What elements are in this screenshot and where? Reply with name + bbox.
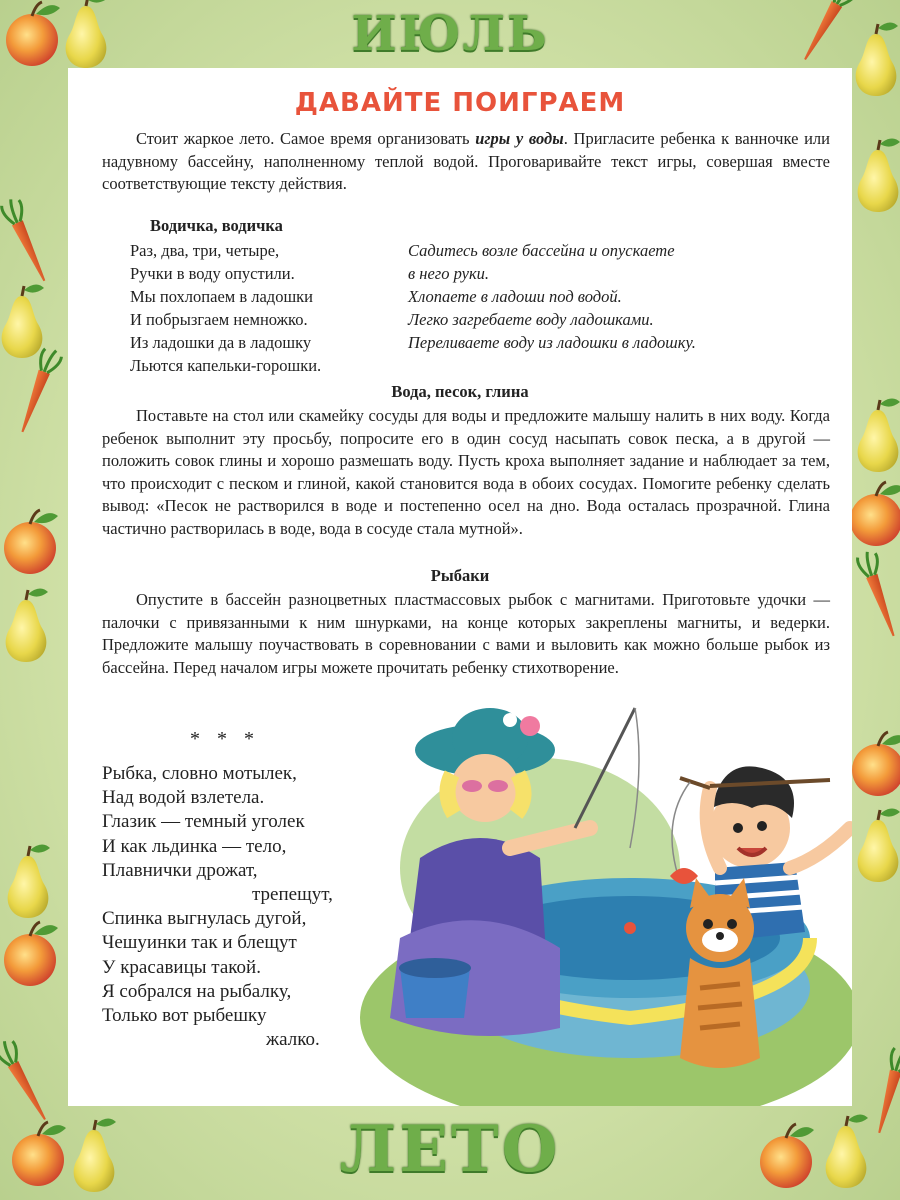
game1-title: Водичка, водичка — [150, 216, 283, 235]
verse-line: Льются капельки-горошки. — [130, 356, 322, 375]
action-line: Переливаете воду из ладошки в ладошку. — [408, 333, 696, 352]
verse-line: Из ладошки да в ладошку — [130, 333, 312, 352]
game3-paragraph: Опустите в бассейн разноцветных пластмассовых рыбок с магнитами. Приготовьте удочки — палочки с привязанными к ним шнурками, на конце которых закреплены магниты, и ведерки. Предложите малышу поучаствовать в соревновании с вами и выловить как можно больше рыбок из бассейна. Перед началом игры можете прочитать ребенку стихотворение. — [102, 590, 830, 677]
intro-emphasis: игры у воды — [475, 129, 564, 148]
poem-line: Я собрался на рыбалку, — [102, 980, 292, 1002]
verse-line: Мы похлопаем в ладошки — [130, 287, 313, 306]
game2-paragraph: Поставьте на стол или скамейку сосуды для воды и предложите малышу налить в них воду. Когда ребенок выполнит эту просьбу, попросите его в один сосуд насыпать совок песка, а в другой — положить совок глины и хорошо размешать воду. Пусть кроха выполняет задание и наблюдает за тем, что происходит с песком и глиной, какой становится вода в обоих сосудах. Помогите ребенку сделать вывод: «Песок не растворился в воде и постепенно осел на дно. Вода осталась прозрачной. Глина частично растворилась в воде, вода в сосуде стала мутной». — [102, 406, 830, 538]
intro-text-end: . Пригласите ребенка к ванночке или надувному бассейну, наполненному теплой водой. Проговаривайте текст игры, совершая вместе соответствующие тексту действия. — [102, 129, 830, 193]
poem-line: Глазик — темный уголек — [102, 811, 305, 833]
poem-line: Только вот рыбешку — [102, 1005, 267, 1027]
poem-stars: * * * — [190, 728, 260, 750]
content-panel — [68, 68, 852, 1106]
poem-line: Над водой взлетела. — [102, 787, 265, 809]
game2-title: Вода, песок, глина — [391, 382, 529, 401]
action-line: Легко загребаете воду ладошками. — [408, 310, 654, 329]
poem-line: Чешуинки так и блещут — [102, 932, 297, 954]
intro-paragraph — [102, 128, 830, 196]
page-heading: ДАВАЙТЕ ПОИГРАЕМ — [294, 88, 626, 118]
game1-verse — [130, 239, 321, 377]
verse-line: Раз, два, три, четыре, — [130, 241, 280, 260]
verse-line: И побрызгаем немножко. — [130, 310, 308, 329]
action-line: Садитесь возле бассейна и опускаете — [408, 241, 675, 260]
poem-line: И как льдинка — тело, — [102, 835, 287, 857]
poem-line: У красавицы такой. — [102, 956, 261, 978]
action-line: в него руки. — [408, 264, 490, 283]
poem-line: Рыбка, словно мотылек, — [102, 763, 297, 784]
poem-line: жалко. — [266, 1029, 320, 1051]
poem-line: трепещут, — [252, 884, 333, 906]
poem — [102, 762, 333, 1052]
intro-text-start: Стоит жаркое лето. Самое время организовать — [136, 129, 476, 148]
month-title: ИЮЛЬ — [351, 6, 549, 62]
verse-line: Ручки в воду опустили. — [130, 264, 295, 283]
poem-line: Плавнички дрожат, — [102, 859, 258, 881]
game1-actions — [408, 239, 696, 354]
poem-line: Спинка выгнулась дугой, — [102, 908, 307, 930]
game3-title: Рыбаки — [430, 566, 490, 585]
fishing-illustration — [360, 688, 852, 1106]
action-line: Хлопаете в ладоши под водой. — [408, 287, 622, 306]
season-title: ЛЕТО — [339, 1112, 561, 1187]
